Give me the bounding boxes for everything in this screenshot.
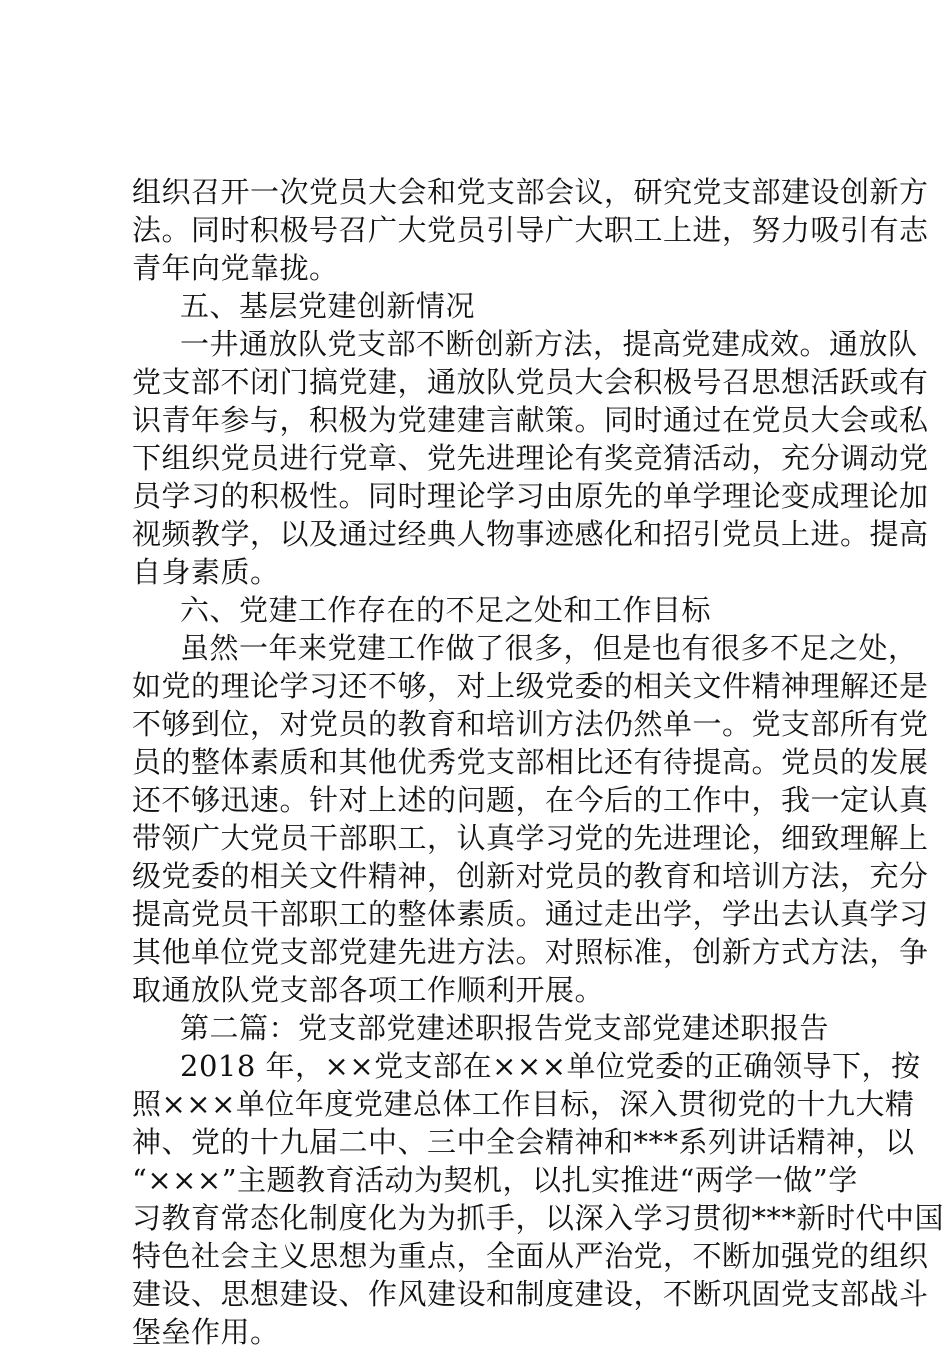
text-line: “×××”主题教育活动为契机，以扎实推进“两学一做”学 xyxy=(132,1163,858,1197)
text-line: 自身素质。 xyxy=(132,555,280,589)
text-line: 带领广大党员干部职工，认真学习党的先进理论，细致理解上 xyxy=(132,821,929,855)
text-line: 堡垒作用。 xyxy=(132,1315,280,1349)
section-heading: 五、基层党建创新情况 xyxy=(180,289,476,323)
text-line: 取通放队党支部各项工作顺利开展。 xyxy=(132,973,605,1007)
text-line: 虽然一年来党建工作做了很多，但是也有很多不足之处， xyxy=(180,631,918,665)
text-line: 员学习的积极性。同时理论学习由原先的单学理论变成理论加 xyxy=(132,479,929,513)
text-line: 组织召开一次党员大会和党支部会议，研究党支部建设创新方 xyxy=(132,175,929,209)
text-line: 识青年参与，积极为党建建言献策。同时通过在党员大会或私 xyxy=(132,403,929,437)
section-heading: 六、党建工作存在的不足之处和工作目标 xyxy=(180,593,712,627)
text-line: 习教育常态化制度化为为抓手，以深入学习贯彻***新时代中国 xyxy=(132,1201,945,1235)
text-line: 其他单位党支部党建先进方法。对照标准，创新方式方法，争 xyxy=(132,935,929,969)
text-line: 2018 年，××党支部在×××单位党委的正确领导下，按 xyxy=(180,1049,921,1083)
text-line: 还不够迅速。针对上述的问题，在今后的工作中，我一定认真 xyxy=(132,783,929,817)
text-line: 照×××单位年度党建总体工作目标，深入贯彻党的十九大精 xyxy=(132,1087,915,1121)
text-line: 青年向党靠拢。 xyxy=(132,251,339,285)
text-line: 建设、思想建设、作风建设和制度建设，不断巩固党支部战斗 xyxy=(132,1277,929,1311)
text-line: 员的整体素质和其他优秀党支部相比还有待提高。党员的发展 xyxy=(132,745,929,779)
text-line: 级党委的相关文件精神，创新对党员的教育和培训方法，充分 xyxy=(132,859,929,893)
text-line: 提高党员干部职工的整体素质。通过走出学，学出去认真学习 xyxy=(132,897,929,931)
text-line: 不够到位，对党员的教育和培训方法仍然单一。党支部所有党 xyxy=(132,707,929,741)
text-line: 法。同时积极号召广大党员引导广大职工上进，努力吸引有志 xyxy=(132,213,929,247)
text-line: 党支部不闭门搞党建，通放队党员大会积极号召思想活跃或有 xyxy=(132,365,929,399)
text-line: 特色社会主义思想为重点，全面从严治党，不断加强党的组织 xyxy=(132,1239,929,1273)
section-heading: 第二篇：党支部党建述职报告党支部党建述职报告 xyxy=(180,1011,830,1045)
text-line: 如党的理论学习还不够，对上级党委的相关文件精神理解还是 xyxy=(132,669,929,703)
text-line: 一井通放队党支部不断创新方法，提高党建成效。通放队 xyxy=(180,327,918,361)
text-line: 下组织党员进行党章、党先进理论有奖竞猜活动，充分调动党 xyxy=(132,441,929,475)
text-line: 视频教学，以及通过经典人物事迹感化和招引党员上进。提高 xyxy=(132,517,929,551)
text-line: 神、党的十九届二中、三中全会精神和***系列讲话精神，以 xyxy=(132,1125,915,1159)
